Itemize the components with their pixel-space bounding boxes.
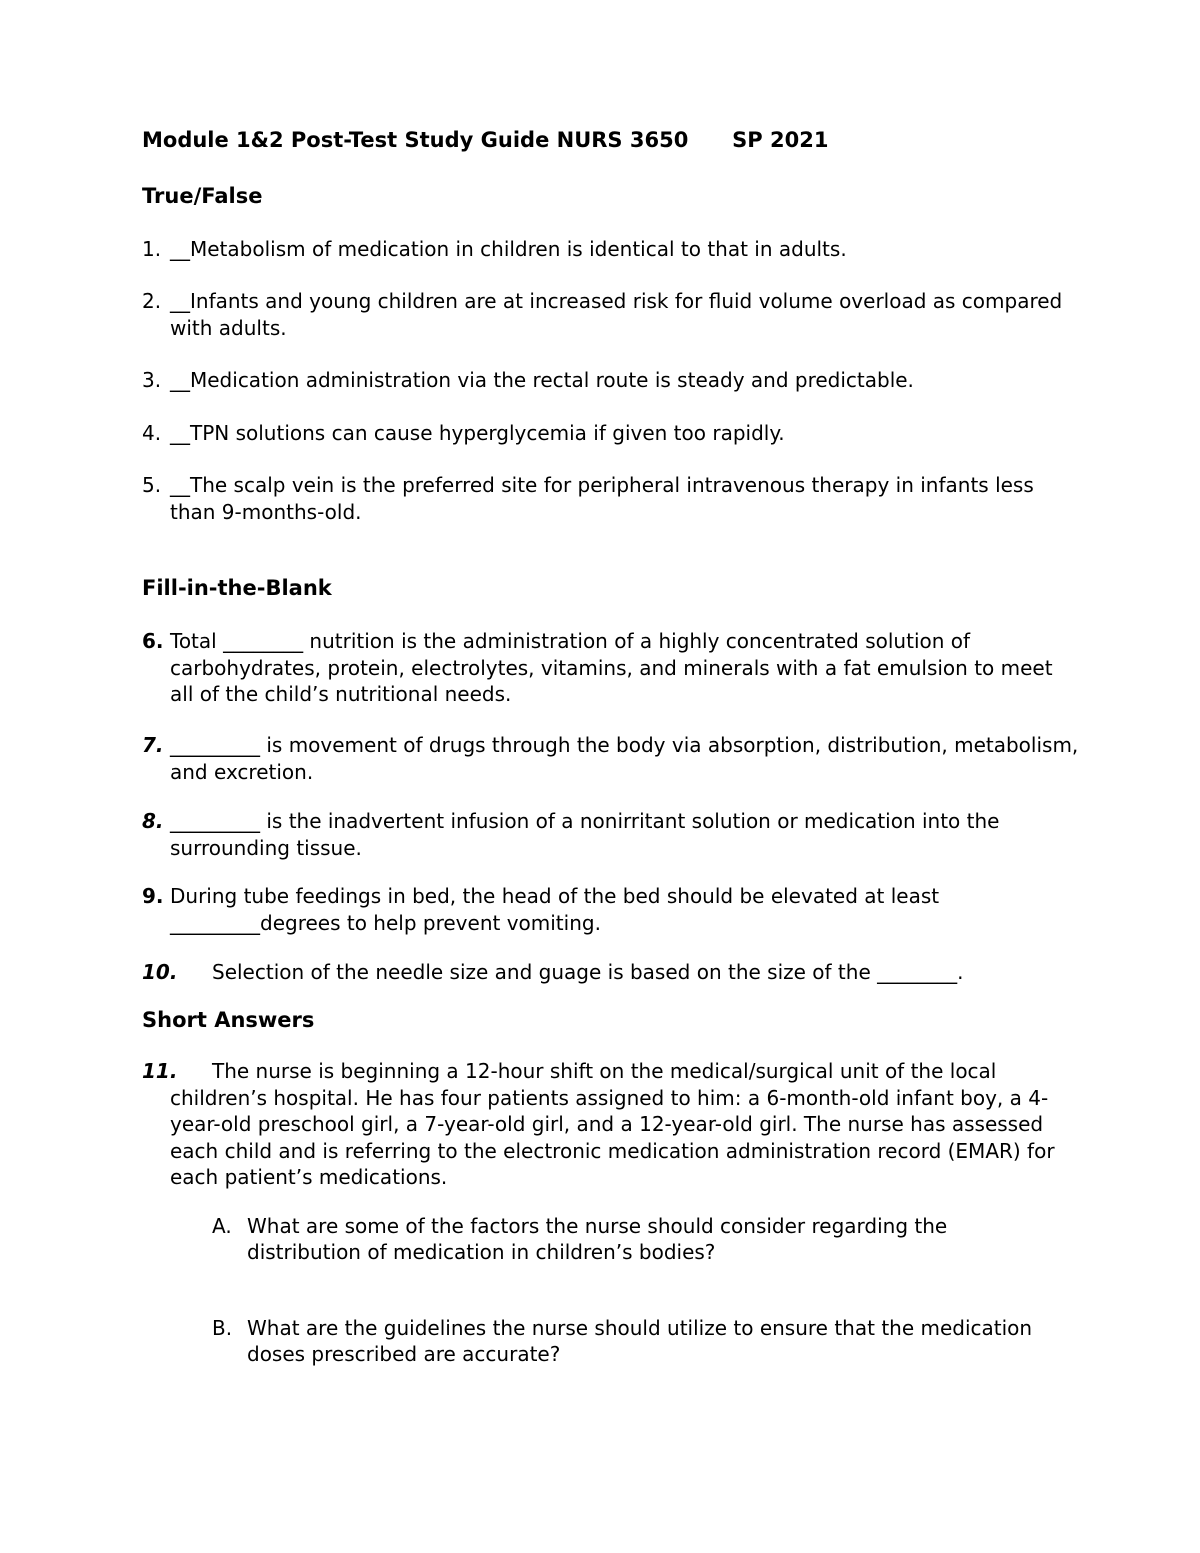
- question-number: 2.: [142, 289, 162, 313]
- question-number: 10.: [142, 960, 178, 984]
- question-2: [142, 288, 1082, 341]
- question-9: [142, 883, 1082, 936]
- subquestion-b: [212, 1315, 1042, 1367]
- section-heading-fill-in-the-blank: Fill-in-the-Blank: [142, 576, 332, 600]
- question-number: 7.: [142, 733, 164, 757]
- question-4: [142, 420, 1082, 447]
- question-text: Total ________ nutrition is the administration of a highly concentrated solution of carbohydrates, protein, electrolytes, vitamins, and minerals with a fat emulsion to meet all of the child’s nutritional needs.: [170, 629, 1053, 706]
- subquestion-text: What are some of the factors the nurse should consider regarding the distribution of medication in children’s bodies?: [247, 1214, 948, 1264]
- question-number: 5.: [142, 473, 162, 497]
- subquestion-text: What are the guidelines the nurse should utilize to ensure that the medication doses prescribed are accurate?: [247, 1316, 1033, 1366]
- question-text: Selection of the needle size and guage is based on the size of the ________.: [212, 960, 964, 984]
- subquestion-letter: A.: [212, 1214, 232, 1238]
- question-text: __TPN solutions can cause hyperglycemia if given too rapidly.: [170, 421, 785, 445]
- question-1: [142, 236, 1082, 263]
- question-8: [142, 808, 1082, 861]
- subquestion-a: [212, 1213, 1042, 1265]
- question-10: [142, 959, 1082, 986]
- question-text: The nurse is beginning a 12-hour shift on the medical/surgical unit of the local children’s hospital. He has four patients assigned to him: a 6-month-old infant boy, a 4-year-old preschool girl, a 7-year-old girl, and a 12-year-old girl. The nurse has assessed each child and is referring to the electronic medication administration record (EMAR) for each patient’s medications.: [170, 1059, 1055, 1189]
- question-5: [142, 472, 1082, 525]
- question-text: _________ is the inadvertent infusion of a nonirritant solution or medication into the surrounding tissue.: [170, 809, 1000, 860]
- question-text: __Metabolism of medication in children is identical to that in adults.: [170, 237, 847, 261]
- question-number: 9.: [142, 884, 164, 908]
- question-number: 6.: [142, 629, 164, 653]
- question-text: __The scalp vein is the preferred site for peripheral intravenous therapy in infants less than 9-months-old.: [170, 473, 1034, 524]
- section-heading-short-answers: Short Answers: [142, 1008, 315, 1032]
- question-7: [142, 732, 1082, 785]
- question-number: 11.: [142, 1059, 178, 1083]
- question-6: [142, 628, 1082, 708]
- question-number: 3.: [142, 368, 162, 392]
- question-number: 8.: [142, 809, 164, 833]
- question-text: __Medication administration via the rectal route is steady and predictable.: [170, 368, 914, 392]
- question-3: [142, 367, 1082, 394]
- question-text: __Infants and young children are at increased risk for fluid volume overload as compared with adults.: [170, 289, 1063, 340]
- question-number: 4.: [142, 421, 162, 445]
- section-heading-true-false: True/False: [142, 184, 263, 208]
- question-11: [142, 1058, 1082, 1191]
- question-number: 1.: [142, 237, 162, 261]
- question-text: _________ is movement of drugs through the body via absorption, distribution, metabolism, and excretion.: [170, 733, 1079, 784]
- document-title: Module 1&2 Post-Test Study Guide NURS 3650 SP 2021: [142, 128, 829, 152]
- subquestion-letter: B.: [212, 1316, 233, 1340]
- question-text: During tube feedings in bed, the head of the bed should be elevated at least _________degrees to help prevent vomiting.: [170, 884, 940, 935]
